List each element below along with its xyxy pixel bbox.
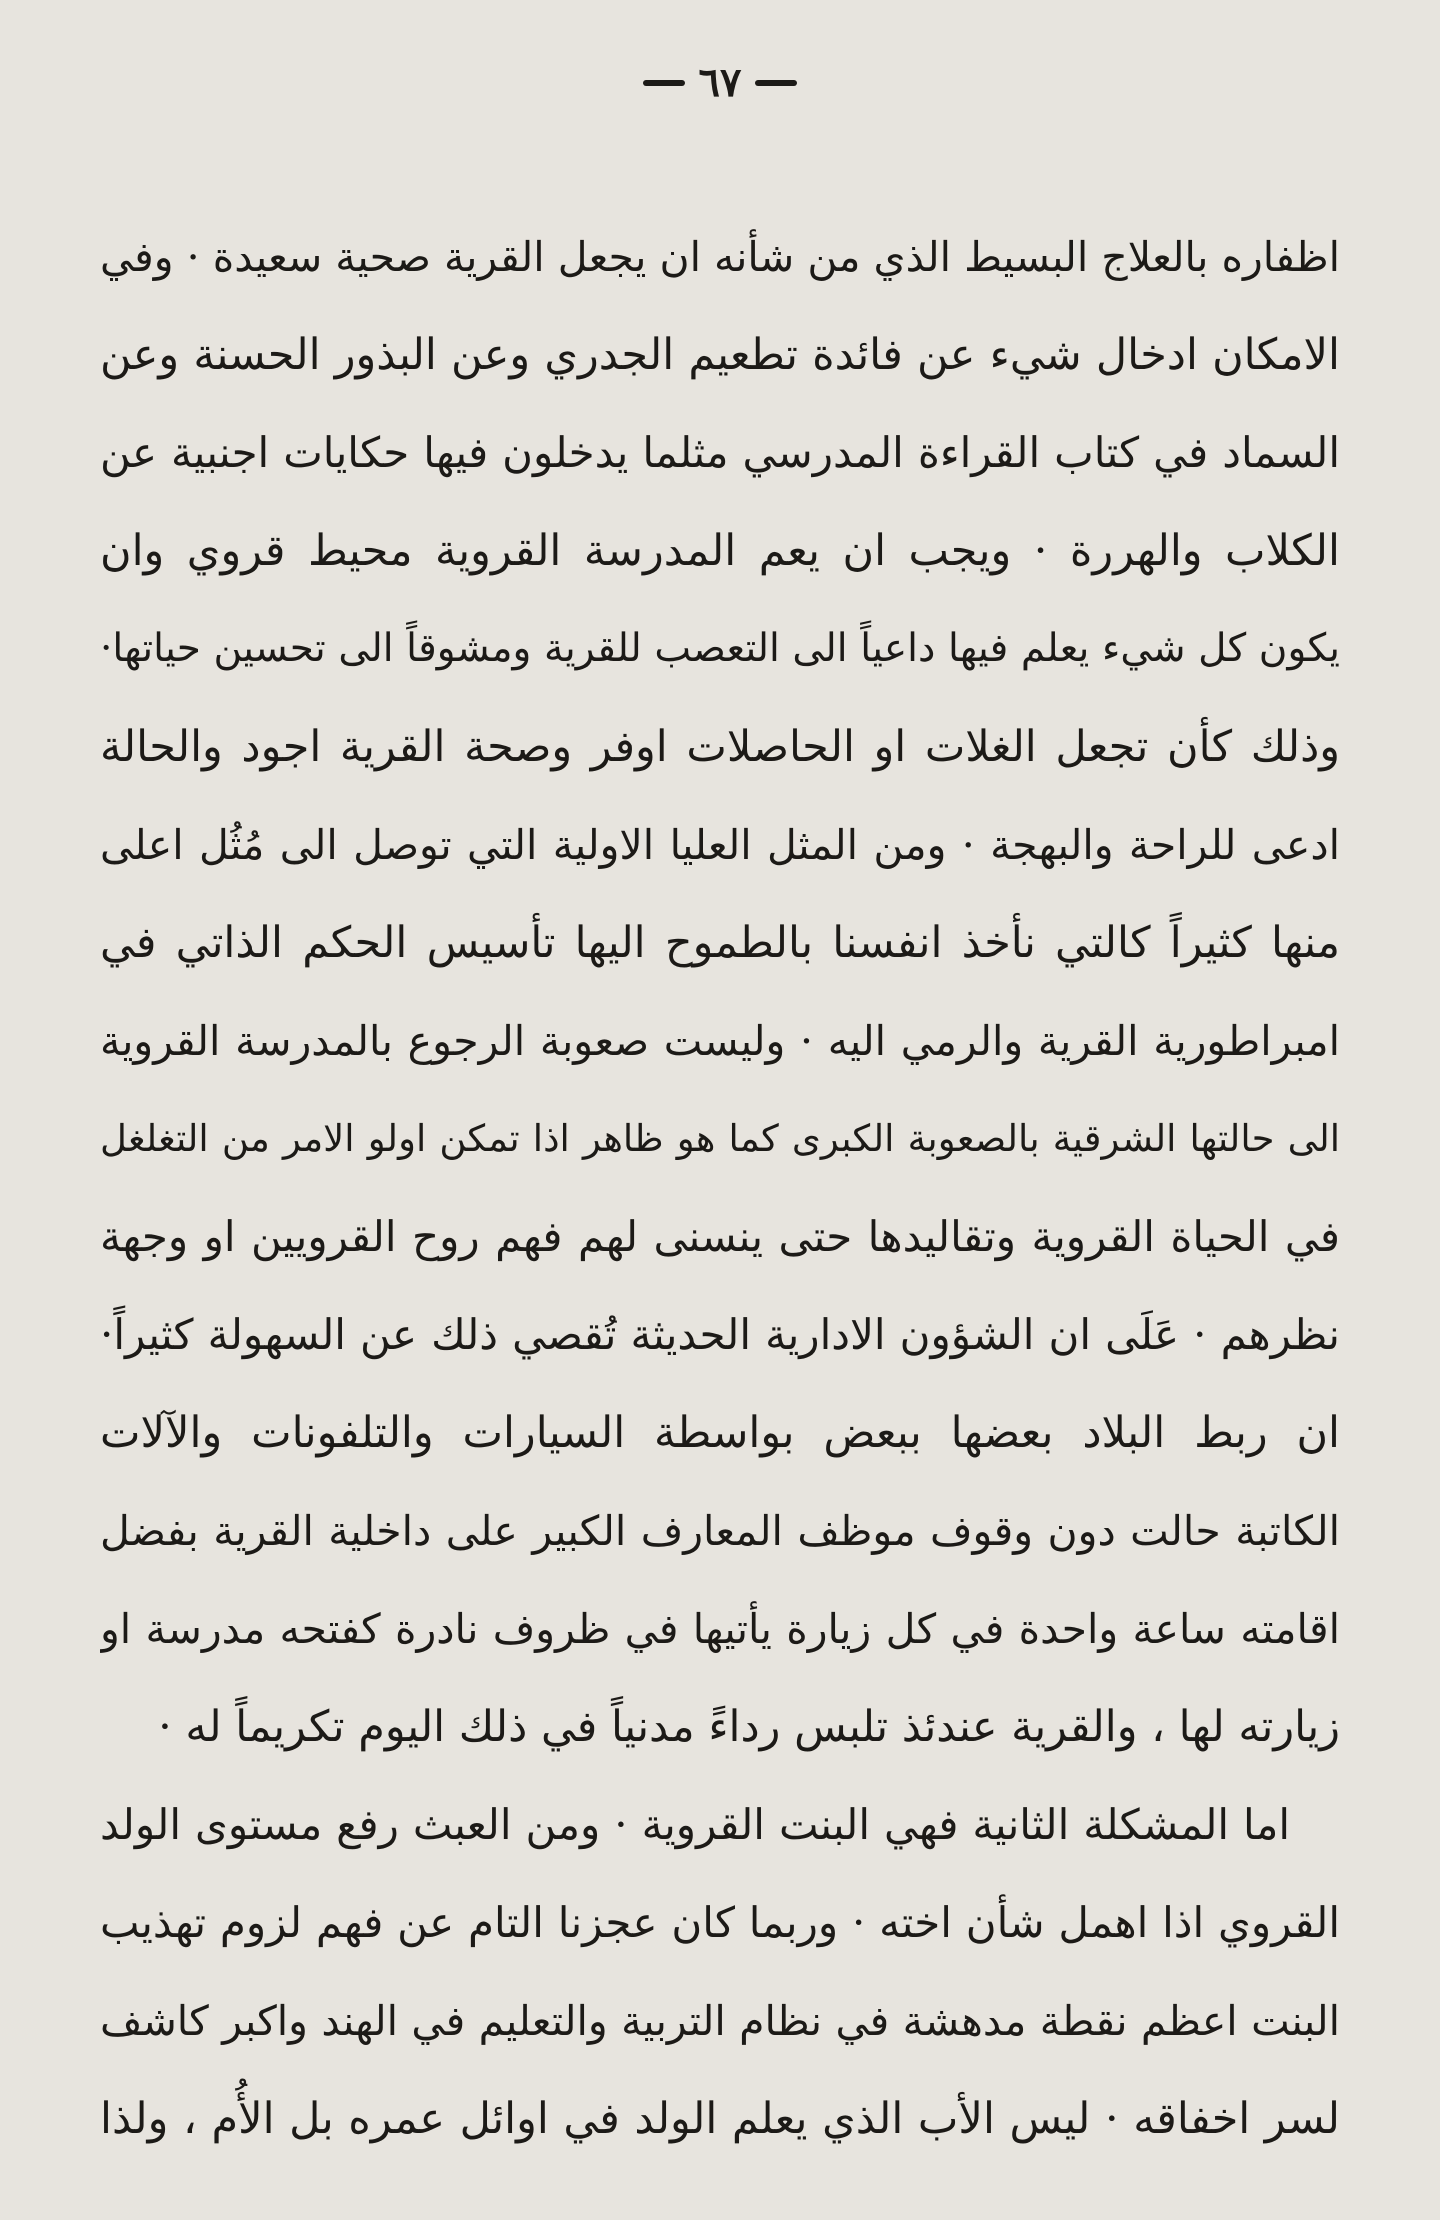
text-line: منها كثيراً كالتي نأخذ انفسنا بالطموح اليها تأسيس الحكم الذاتي في bbox=[100, 918, 1340, 968]
text-line: زيارته لها ، والقرية عندئذ تلبس رداءً مدنياً في ذلك اليوم تكريماً له · bbox=[158, 1702, 1340, 1752]
body-text bbox=[100, 208, 1340, 2168]
text-line: امبراطورية القرية والرمي اليه · وليست صعوبة الرجوع بالمدرسة القروية bbox=[100, 1017, 1340, 1065]
text-line: في الحياة القروية وتقاليدها حتى ينسنى لهم فهم روح القرويين او وجهة bbox=[100, 1212, 1340, 1261]
text-line: السماد في كتاب القراءة المدرسي مثلما يدخلون فيها حكايات اجنبية عن bbox=[100, 428, 1340, 477]
text-line: البنت اعظم نقطة مدهشة في نظام التربية والتعليم في الهند واكبر كاشف bbox=[100, 1997, 1340, 2045]
text-line: الى حالتها الشرقية بالصعوبة الكبرى كما هو ظاهر اذا تمكن اولو الامر من التغلغل bbox=[100, 1117, 1340, 1160]
header-dash-right bbox=[755, 80, 797, 86]
text-line: يكون كل شيء يعلم فيها داعياً الى التعصب للقرية ومشوقاً الى تحسين حياتها· bbox=[100, 626, 1340, 671]
text-line: لسر اخفاقه · ليس الأب الذي يعلم الولد في اوائل عمره بل الأُم ، ولذا bbox=[100, 2094, 1340, 2144]
text-line: نظرهم · عَلَى ان الشؤون الادارية الحديثة تُقصي ذلك عن السهولة كثيراً· bbox=[100, 1310, 1340, 1359]
header-dash-left bbox=[643, 80, 685, 86]
text-line: اما المشكلة الثانية فهي البنت القروية · ومن العبث رفع مستوى الولد bbox=[100, 1800, 1290, 1849]
text-line: ادعى للراحة والبهجة · ومن المثل العليا الاولية التي توصل الى مُثُل اعلى bbox=[100, 821, 1340, 869]
text-line: الامكان ادخال شيء عن فائدة تطعيم الجدري وعن البذور الحسنة وعن bbox=[100, 330, 1340, 380]
text-line: ان ربط البلاد بعضها ببعض بواسطة السيارات والتلفونات والآلات bbox=[100, 1408, 1340, 1458]
page-number: ٦٧ bbox=[698, 59, 742, 106]
text-line: القروي اذا اهمل شأن اخته · وربما كان عجزنا التام عن فهم لزوم تهذيب bbox=[100, 1898, 1340, 1947]
text-line: وذلك كأن تجعل الغلات او الحاصلات اوفر وصحة القرية اجود والحالة bbox=[100, 722, 1340, 772]
text-line: الكاتبة حالت دون وقوف موظف المعارف الكبير على داخلية القرية بفضل bbox=[100, 1507, 1340, 1555]
text-line: اقامته ساعة واحدة في كل زيارة يأتيها في ظروف نادرة كفتحه مدرسة او bbox=[100, 1605, 1340, 1653]
text-line: اظفاره بالعلاج البسيط الذي من شأنه ان يجعل القرية صحية سعيدة · وفي bbox=[100, 233, 1340, 281]
page-header bbox=[100, 58, 1340, 108]
text-line: الكلاب والهررة · ويجب ان يعم المدرسة القروية محيط قروي وان bbox=[100, 526, 1340, 576]
